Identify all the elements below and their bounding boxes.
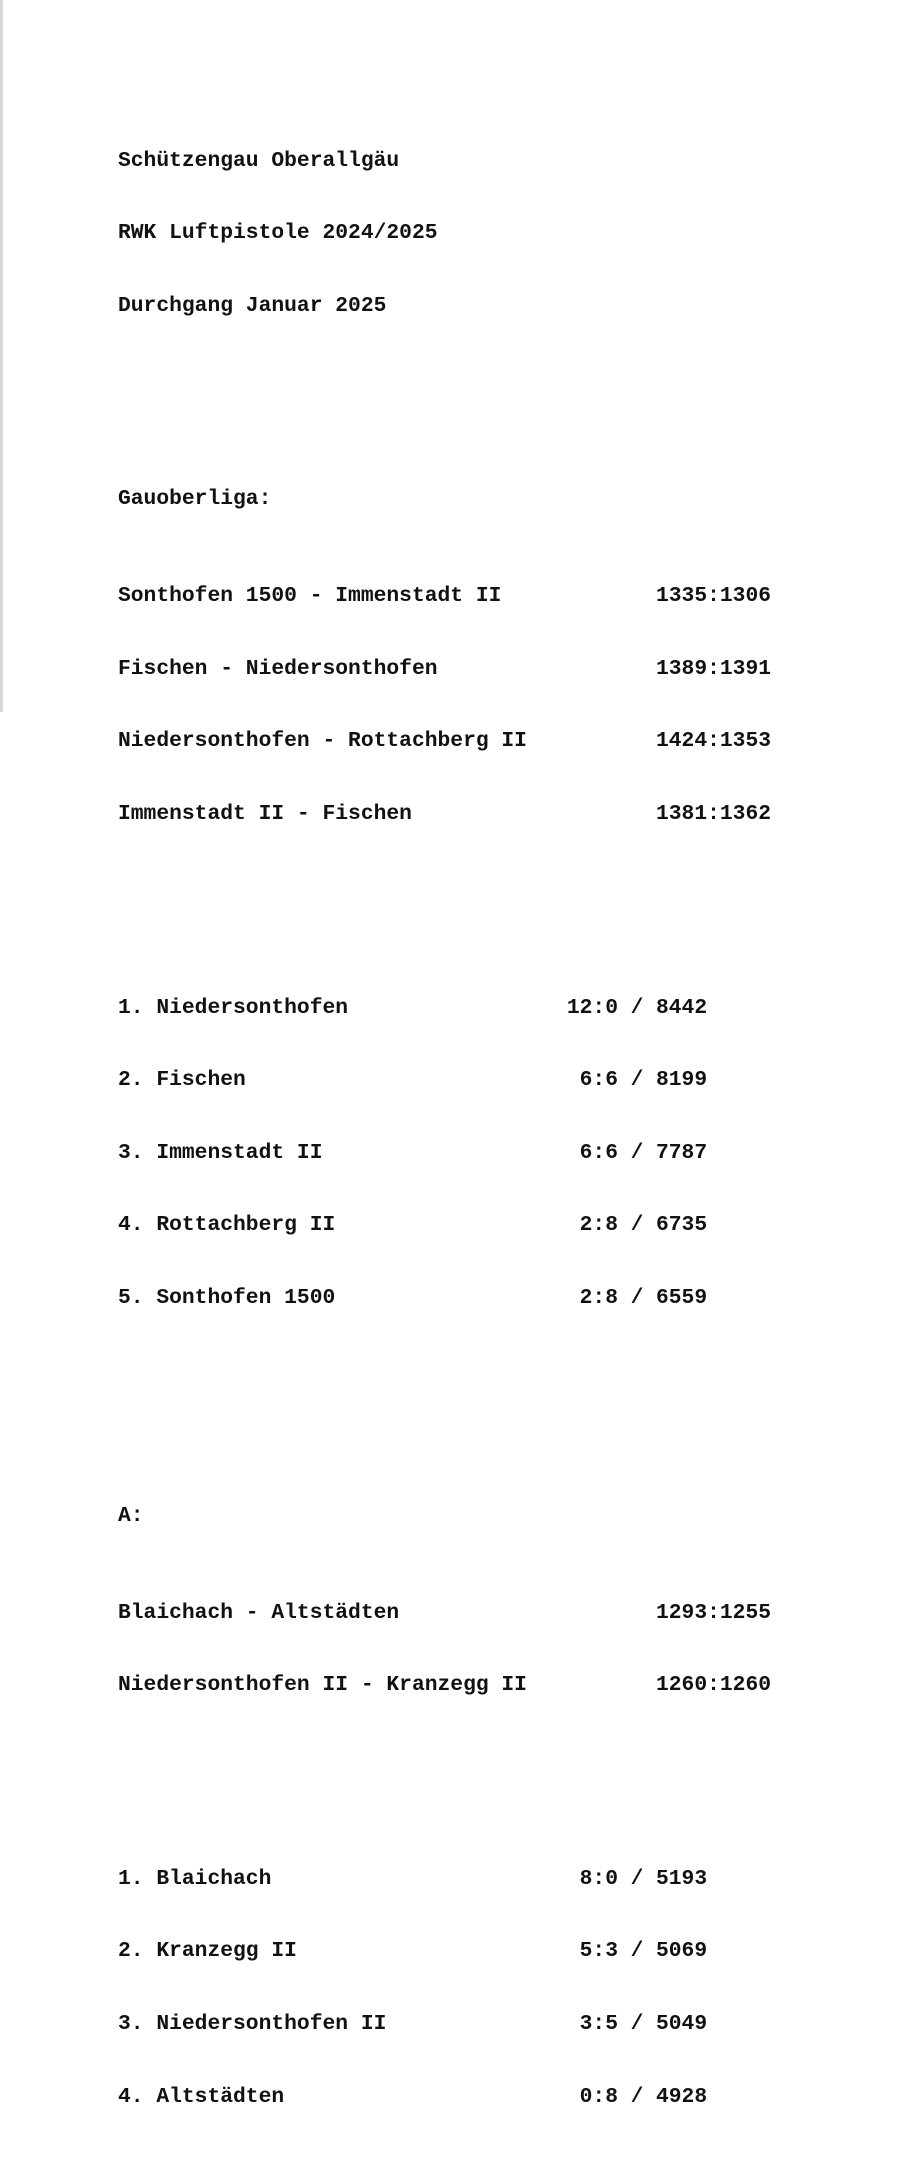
match-score: 1335:1306 <box>656 584 772 609</box>
match-teams: Sonthofen 1500 - Immenstadt II <box>118 584 502 609</box>
table-points: 3:5 <box>579 2011 618 2036</box>
table-rank-team: 1. Blaichach <box>118 1866 272 1891</box>
table-row <box>118 2012 771 2036</box>
table-rings: 7787 <box>656 1140 708 1165</box>
table-rings: 5193 <box>656 1866 708 1891</box>
match-teams: Blaichach - Altstädten <box>118 1600 400 1625</box>
table-rank-team: 2. Fischen <box>118 1068 246 1093</box>
table-rings: 8442 <box>656 995 708 1020</box>
league-title-gauoberliga: Gauoberliga: <box>118 487 272 512</box>
league-title-a: A: <box>118 1503 144 1528</box>
table-rings: 6559 <box>656 1285 708 1310</box>
match-score: 1293:1255 <box>656 1600 772 1625</box>
table-separator: / <box>630 1068 644 1093</box>
table-separator: / <box>630 1285 644 1310</box>
header-competition: RWK Luftpistole 2024/2025 <box>118 221 438 246</box>
table-row <box>118 1213 771 1237</box>
match-score: 1260:1260 <box>656 1673 772 1698</box>
table-separator: / <box>630 995 644 1020</box>
table-separator: / <box>630 2084 644 2109</box>
match-row <box>118 1601 771 1625</box>
match-score: 1381:1362 <box>656 801 772 826</box>
table-rank-team: 4. Altstädten <box>118 2084 285 2109</box>
table-separator: / <box>630 1213 644 1238</box>
table-row <box>118 1939 771 1963</box>
match-row <box>118 584 771 608</box>
table-rings: 6735 <box>656 1213 708 1238</box>
table-points: 0:8 <box>579 2084 618 2109</box>
table-rank-team: 1. Niedersonthofen <box>118 995 349 1020</box>
table-separator: / <box>630 2011 644 2036</box>
table-row <box>118 1286 771 1310</box>
table-points: 12:0 <box>566 995 618 1020</box>
table-rings: 5049 <box>656 2011 708 2036</box>
spacer <box>118 1383 771 1407</box>
spacer <box>118 899 771 923</box>
match-score: 1389:1391 <box>656 656 772 681</box>
table-points: 2:8 <box>579 1213 618 1238</box>
table-row <box>118 996 771 1020</box>
table-separator: / <box>630 1140 644 1165</box>
table-rank-team: 3. Niedersonthofen II <box>118 2011 387 2036</box>
match-row <box>118 657 771 681</box>
header-association: Schützengau Oberallgäu <box>118 148 400 173</box>
table-rank-team: 2. Kranzegg II <box>118 1939 297 1964</box>
spacer <box>118 1770 771 1794</box>
match-teams: Fischen - Niedersonthofen <box>118 656 438 681</box>
results-document <box>118 76 771 2181</box>
header-round: Durchgang Januar 2025 <box>118 293 387 318</box>
table-points: 6:6 <box>579 1140 618 1165</box>
table-rings: 8199 <box>656 1068 708 1093</box>
table-points: 2:8 <box>579 1285 618 1310</box>
match-teams: Niedersonthofen - Rottachberg II <box>118 729 527 754</box>
table-points: 8:0 <box>579 1866 618 1891</box>
match-row <box>118 729 771 753</box>
match-teams: Niedersonthofen II - Kranzegg II <box>118 1673 527 1698</box>
table-points: 5:3 <box>579 1939 618 1964</box>
table-rings: 4928 <box>656 2084 708 2109</box>
match-row <box>118 802 771 826</box>
table-row <box>118 1141 771 1165</box>
table-rank-team: 4. Rottachberg II <box>118 1213 336 1238</box>
table-rank-team: 5. Sonthofen 1500 <box>118 1285 336 1310</box>
table-rank-team: 3. Immenstadt II <box>118 1140 323 1165</box>
match-teams: Immenstadt II - Fischen <box>118 801 412 826</box>
table-rings: 5069 <box>656 1939 708 1964</box>
table-points: 6:6 <box>579 1068 618 1093</box>
match-row <box>118 1673 771 1697</box>
spacer <box>118 366 771 390</box>
table-row <box>118 2085 771 2109</box>
table-row <box>118 1867 771 1891</box>
table-separator: / <box>630 1866 644 1891</box>
table-separator: / <box>630 1939 644 1964</box>
match-score: 1424:1353 <box>656 729 772 754</box>
table-row <box>118 1068 771 1092</box>
